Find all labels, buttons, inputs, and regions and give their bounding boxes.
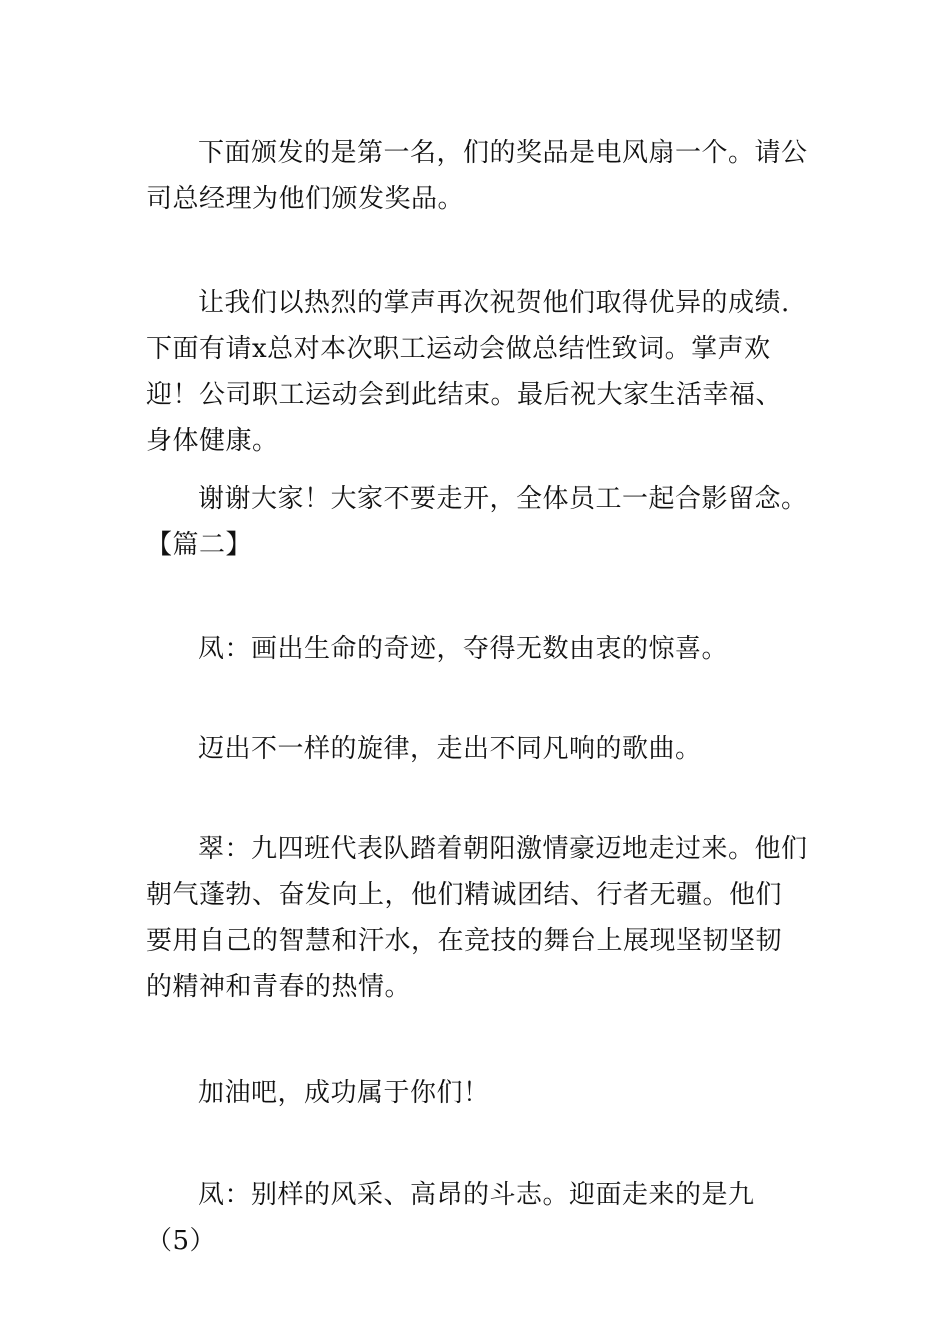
paragraph-feng-opening: 凤：画出生命的奇迹，夺得无数由衷的惊喜。: [198, 634, 729, 664]
paragraph-cui-class-intro: 翠：九四班代表队踏着朝阳激情豪迈地走过来。他们朝气蓬勃、奋发向上，他们精诚团结、行者无疆。他们要用自己的智慧和汗水，在竞技的舞台上展现坚韧坚韧的精神和青春的热情。: [146, 834, 808, 1002]
paragraph-cheer: 加油吧，成功属于你们！: [198, 1078, 490, 1108]
paragraph-feng-class-intro: 凤：别样的风采、高昂的斗志。迎面走来的是九（5）: [146, 1180, 755, 1256]
paragraph-award-first-place: 下面颁发的是第一名，们的奖品是电风扇一个。请公司总经理为他们颁发奖品。: [146, 138, 808, 214]
paragraph-thanks: 谢谢大家！大家不要走开，全体员工一起合影留念。: [198, 484, 808, 514]
paragraph-closing-remarks: 让我们以热烈的掌声再次祝贺他们取得优异的成绩.下面有请x总对本次职工运动会做总结性致词。掌声欢迎！公司职工运动会到此结束。最后祝大家生活幸福、身体健康。: [146, 288, 790, 456]
paragraph-melody: 迈出不一样的旋律，走出不同凡响的歌曲。: [198, 734, 702, 764]
section-heading-part-two: 【篇二】: [146, 530, 253, 560]
